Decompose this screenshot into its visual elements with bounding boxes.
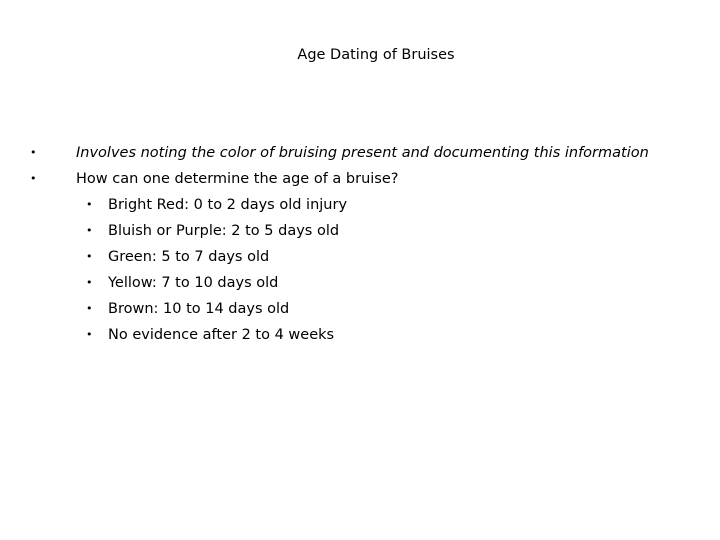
bullet-glyph: • (86, 302, 93, 315)
list-item-text: How can one determine the age of a bruise? (76, 171, 399, 187)
sub-list-item (0, 296, 720, 322)
bullet-glyph: • (86, 198, 93, 211)
bullet-glyph: • (30, 172, 37, 185)
bullet-glyph: • (86, 250, 93, 263)
sub-list-item-text: Bluish or Purple: 2 to 5 days old (108, 223, 340, 239)
sub-list-item-text: Yellow: 7 to 10 days old (108, 275, 279, 291)
list-item-text: Involves noting the color of bruising present and documenting this information (76, 145, 649, 161)
sub-list-item (0, 244, 720, 270)
sub-list-item (0, 218, 720, 244)
slide-title: Age Dating of Bruises (297, 47, 455, 63)
sub-list-item-text: Bright Red: 0 to 2 days old injury (108, 197, 348, 213)
bullet-glyph: • (30, 146, 37, 159)
sub-list-item-text: No evidence after 2 to 4 weeks (108, 327, 335, 343)
sub-list-item-text: Green: 5 to 7 days old (108, 249, 270, 265)
sub-list-item-text: Brown: 10 to 14 days old (108, 301, 290, 317)
sub-list-item (0, 192, 720, 218)
sub-list-item (0, 322, 720, 348)
list-item (0, 166, 720, 192)
list-item (0, 140, 720, 166)
bullet-glyph: • (86, 276, 93, 289)
sub-list-item (0, 270, 720, 296)
bullet-glyph: • (86, 328, 93, 341)
bullet-glyph: • (86, 224, 93, 237)
